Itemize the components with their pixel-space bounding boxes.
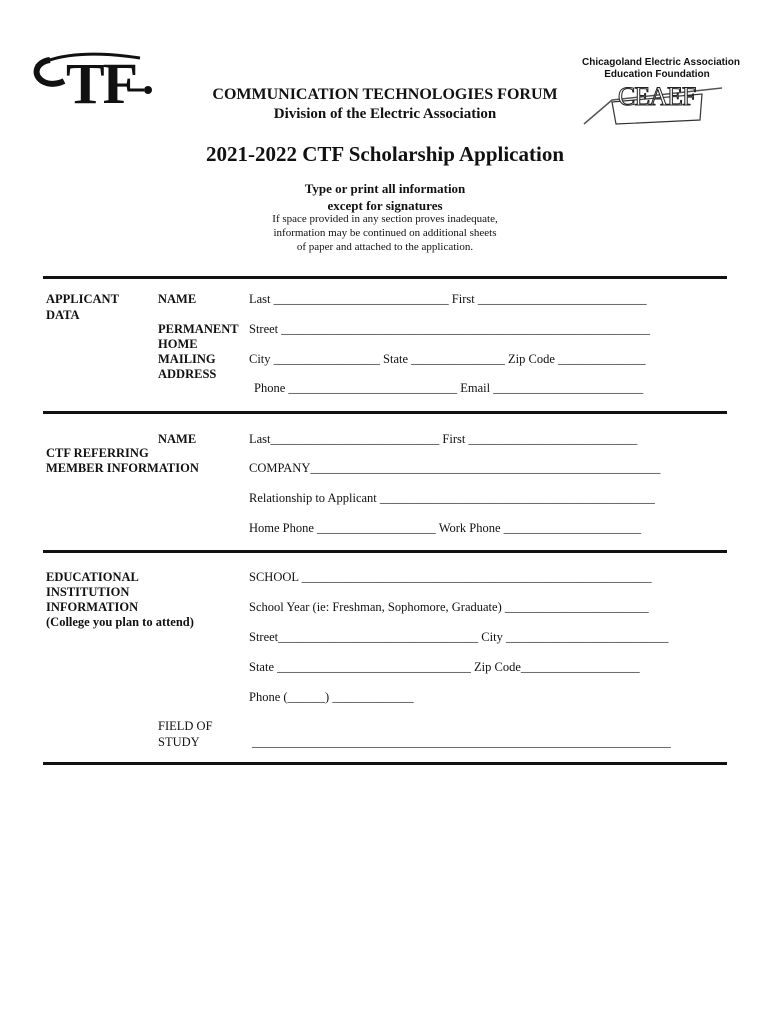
cea-logo: [582, 52, 741, 127]
education-school-year-field[interactable]: School Year (ie: Freshman, Sophomore, Graduate) _______________________: [249, 600, 649, 614]
education-state-zip-field[interactable]: State _______________________________ Zip Code___________________: [249, 660, 640, 674]
section-divider: [43, 276, 727, 279]
referring-section-label-1: CTF REFERRING: [46, 446, 149, 460]
applicant-street-field[interactable]: Street ___________________________________________________________: [249, 322, 651, 336]
section-divider: [43, 550, 727, 553]
education-street-city-field[interactable]: Street________________________________ City __________________________: [249, 630, 669, 644]
applicant-city-field[interactable]: City _________________ State _______________ Zip Code ______________: [249, 352, 646, 366]
org-name: COMMUNICATION TECHNOLOGIES FORUM: [212, 86, 558, 103]
address-label-2: HOME: [158, 337, 198, 351]
education-phone-field[interactable]: Phone (______) _____________: [249, 690, 414, 704]
division-name: Division of the Electric Association: [273, 106, 497, 122]
applicant-phone-email-field[interactable]: Phone ___________________________ Email ________________________: [254, 381, 644, 395]
instructions-note2: information may be continued on additional sheets: [273, 227, 497, 239]
address-label-3: MAILING: [158, 352, 216, 366]
field-of-study-input[interactable]: ___________________________________________________________________: [252, 735, 671, 749]
applicant-section-label-1: APPLICANT: [46, 292, 119, 306]
referring-name-label: NAME: [158, 432, 197, 446]
field-of-study-label-1: FIELD OF: [158, 719, 213, 733]
referring-phones-field[interactable]: Home Phone ___________________ Work Phone ______________________: [249, 521, 642, 535]
education-school-field[interactable]: SCHOOL ________________________________________________________: [249, 570, 652, 584]
education-section-label-3: INFORMATION: [46, 600, 139, 614]
instructions-line1: Type or print all information: [304, 181, 466, 196]
referring-name-field[interactable]: Last___________________________ First ___________________________: [249, 432, 638, 446]
field-of-study-label-2: STUDY: [158, 735, 200, 749]
applicant-name-field[interactable]: Last ____________________________ First ___________________________: [249, 292, 647, 306]
referring-section-label-2: MEMBER INFORMATION: [46, 461, 199, 475]
cea-logo-line2: Education Foundation: [604, 69, 710, 80]
education-section-label-2: INSTITUTION: [46, 585, 130, 599]
applicant-name-label: NAME: [158, 292, 197, 306]
ctf-logo-text: TF: [66, 51, 137, 116]
ctf-logo: [30, 48, 155, 118]
address-label-1: PERMANENT: [158, 322, 239, 336]
section-divider: [43, 411, 727, 414]
cea-logo-text: CEAEF: [618, 82, 696, 111]
cea-logo-line1: Chicagoland Electric Association: [582, 57, 741, 68]
address-label-4: ADDRESS: [158, 367, 217, 381]
instructions-note1: If space provided in any section proves inadequate,: [272, 213, 498, 225]
education-section-label-4: (College you plan to attend): [46, 615, 194, 629]
referring-relationship-field[interactable]: Relationship to Applicant ____________________________________________: [249, 491, 655, 505]
education-section-label-1: EDUCATIONAL: [46, 570, 139, 584]
instructions-note3: of paper and attached to the application.: [296, 241, 474, 253]
applicant-section-label-2: DATA: [46, 308, 80, 322]
section-divider: [43, 762, 727, 765]
instructions-line2: except for signatures: [327, 198, 443, 213]
form-title: 2021-2022 CTF Scholarship Application: [205, 142, 565, 166]
referring-company-field[interactable]: COMPANY________________________________________________________: [249, 461, 661, 475]
